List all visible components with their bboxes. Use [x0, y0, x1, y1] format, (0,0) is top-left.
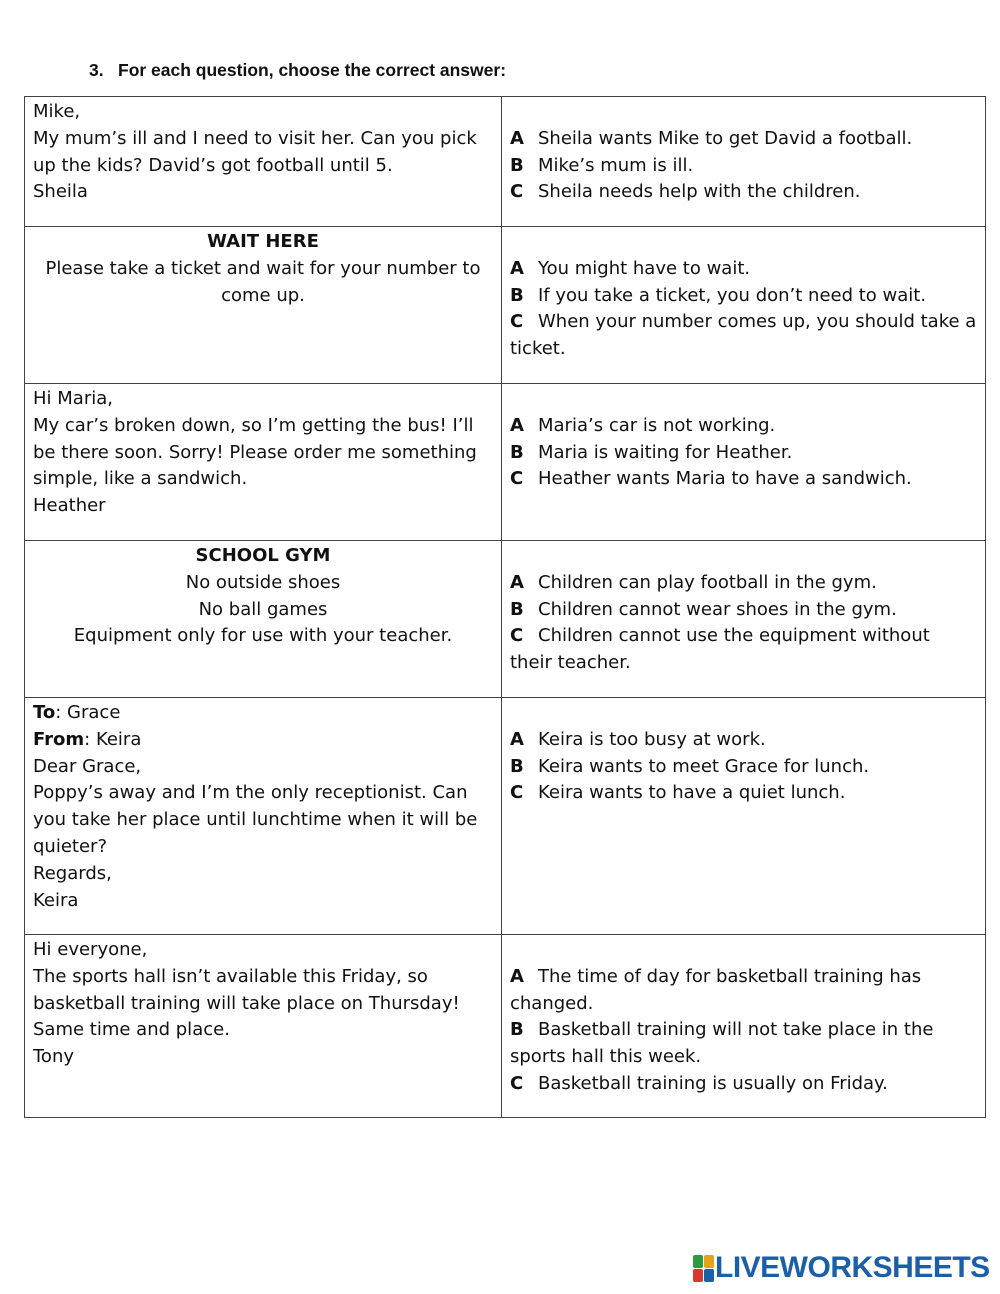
table-row — [25, 227, 986, 384]
option-text: Children cannot use the equipment without their teacher. — [510, 625, 930, 674]
option-text: Maria’s car is not working. — [538, 414, 776, 436]
notice-line: Mike, — [33, 101, 81, 122]
notice-line: Hi Maria, — [33, 388, 113, 409]
logo-text: LIVEWORKSHEETS — [715, 1251, 990, 1284]
option-text: Maria is waiting for Heather. — [538, 441, 793, 463]
notice-line: Tony — [33, 1046, 75, 1068]
option-text: When your number comes up, you should take a ticket. — [510, 311, 977, 360]
option-letter: A — [510, 127, 524, 149]
table-row — [25, 97, 986, 227]
option-text: Children cannot wear shoes in the gym. — [538, 598, 897, 620]
notice-line: My mum’s ill and I need to visit her. Can you pick up the kids? David’s got football until 5. — [33, 127, 477, 176]
liveworksheets-icon — [693, 1255, 713, 1281]
option-text: If you take a ticket, you don’t need to wait. — [538, 284, 927, 306]
question-number: 3. — [89, 60, 104, 80]
answer-option[interactable] — [510, 283, 977, 310]
option-text: Sheila needs help with the children. — [538, 181, 861, 203]
option-text: Basketball training is usually on Friday. — [538, 1072, 888, 1094]
option-letter: B — [510, 154, 524, 176]
notice-from-line — [33, 727, 493, 754]
option-letter: B — [510, 284, 524, 306]
notice-line: Please take a ticket and wait for your number to come up. — [45, 257, 481, 306]
option-letter: A — [510, 965, 524, 987]
notice-line: Same time and place. — [33, 1019, 230, 1041]
options-cell — [502, 97, 986, 227]
answer-option[interactable] — [510, 570, 977, 597]
option-letter: B — [510, 1019, 524, 1041]
answer-option[interactable] — [510, 1071, 977, 1098]
answer-option[interactable] — [510, 309, 977, 363]
option-letter: C — [510, 625, 524, 647]
option-letter: C — [510, 181, 524, 203]
option-text: Mike’s mum is ill. — [538, 154, 694, 176]
to-label: To — [33, 702, 56, 723]
notice-line: Sheila — [33, 181, 88, 203]
notice-title: SCHOOL GYM — [195, 545, 331, 566]
option-letter: B — [510, 441, 524, 463]
notice-cell — [25, 384, 502, 541]
notice-line: Poppy’s away and I’m the only receptionist. Can you take her place until lunchtime when it will be quieter? — [33, 782, 478, 857]
instruction-heading — [89, 60, 506, 81]
notice-line: Keira — [33, 889, 79, 911]
answer-option[interactable] — [510, 256, 977, 283]
option-text: Basketball training will not take place in the sports hall this week. — [510, 1019, 934, 1068]
notice-line: My car’s broken down, so I’m getting the bus! I’ll be there soon. Sorry! Please order me something simple, like a sandwich. — [33, 414, 477, 490]
notice-cell — [25, 698, 502, 935]
option-text: The time of day for basketball training has changed. — [510, 965, 922, 1014]
notice-line: No ball games — [198, 598, 328, 620]
option-letter: C — [510, 782, 524, 804]
answer-option[interactable] — [510, 153, 977, 180]
from-value: : Keira — [84, 728, 142, 750]
option-letter: A — [510, 257, 524, 279]
options-cell — [502, 227, 986, 384]
option-letter: A — [510, 414, 524, 436]
notice-line: Regards, — [33, 862, 112, 884]
table-row — [25, 698, 986, 935]
from-label: From — [33, 728, 85, 750]
answer-option[interactable] — [510, 780, 977, 807]
table-row — [25, 541, 986, 698]
answer-option[interactable] — [510, 1017, 977, 1071]
to-value: : Grace — [55, 702, 121, 723]
options-cell — [502, 541, 986, 698]
answer-option[interactable] — [510, 440, 977, 467]
answer-option[interactable] — [510, 466, 977, 493]
answer-option[interactable] — [510, 727, 977, 754]
option-text: Keira wants to have a quiet lunch. — [538, 782, 846, 804]
option-letter: C — [510, 468, 524, 490]
answer-option[interactable] — [510, 623, 977, 677]
options-cell — [502, 384, 986, 541]
answer-option[interactable] — [510, 179, 977, 206]
option-letter: A — [510, 571, 524, 593]
instruction-text: For each question, choose the correct answer: — [118, 60, 507, 80]
notice-line: Equipment only for use with your teacher. — [73, 625, 453, 647]
option-letter: A — [510, 728, 524, 750]
notice-line: Hi everyone, — [33, 939, 148, 960]
answer-option[interactable] — [510, 126, 977, 153]
notice-cell — [25, 935, 502, 1118]
options-cell — [502, 698, 986, 935]
option-text: Keira wants to meet Grace for lunch. — [538, 755, 870, 777]
table-row — [25, 384, 986, 541]
option-text: Sheila wants Mike to get David a football. — [538, 127, 913, 149]
notice-cell — [25, 97, 502, 227]
notice-cell — [25, 227, 502, 384]
notice-cell — [25, 541, 502, 698]
notice-line: No outside shoes — [185, 571, 341, 593]
answer-option[interactable] — [510, 413, 977, 440]
answer-option[interactable] — [510, 597, 977, 624]
option-letter: C — [510, 311, 524, 333]
table-row — [25, 935, 986, 1118]
option-text: You might have to wait. — [538, 257, 751, 279]
notice-line: Dear Grace, — [33, 755, 142, 777]
option-letter: C — [510, 1072, 524, 1094]
notice-line: Heather — [33, 495, 106, 517]
answer-option[interactable] — [510, 964, 977, 1018]
answer-option[interactable] — [510, 754, 977, 781]
option-text: Heather wants Maria to have a sandwich. — [538, 468, 912, 490]
notice-line: The sports hall isn’t available this Friday, so basketball training will take place on Thursday! — [33, 965, 460, 1014]
option-text: Keira is too busy at work. — [538, 728, 766, 750]
notice-to-line — [33, 700, 493, 727]
notice-title: WAIT HERE — [207, 231, 319, 252]
option-text: Children can play football in the gym. — [538, 571, 877, 593]
question-table — [24, 96, 986, 1118]
liveworksheets-logo — [693, 1253, 990, 1283]
option-letter: B — [510, 598, 524, 620]
option-letter: B — [510, 755, 524, 777]
options-cell — [502, 935, 986, 1118]
